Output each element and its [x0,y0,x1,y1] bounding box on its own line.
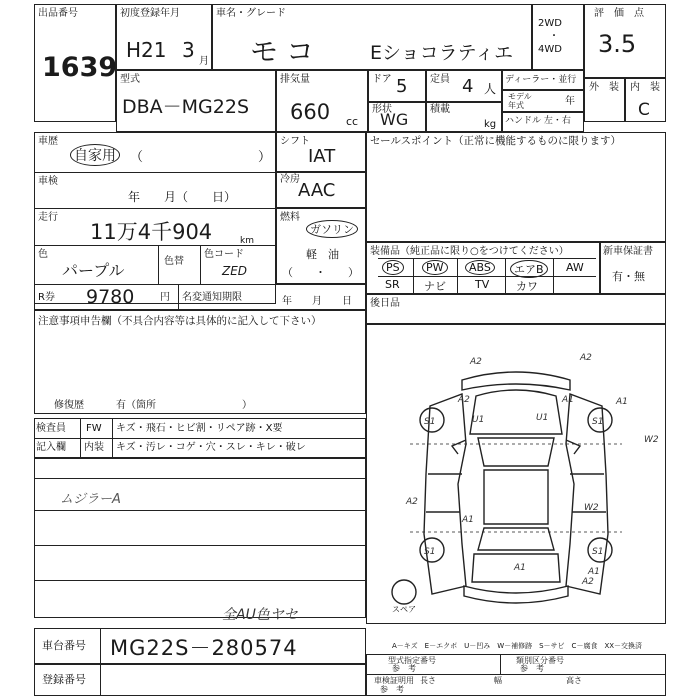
diagram-mark: A1 [588,567,600,577]
sales-point-label: セールスポイント（正常に機能するものに限ります） [370,135,622,147]
interior-check-label: 内装 [84,442,104,453]
lot-number-value: 1639 [42,52,118,83]
door-value: 5 [396,76,408,97]
car-name-label: 車名・グレード [216,8,286,19]
diagram-mark: A1 [616,397,628,407]
capacity-label: 定員 [430,74,450,85]
registration-label: 登録番号 [42,673,86,686]
displacement-unit: cc [346,115,359,128]
handwritten-note-2: 全AU色ヤセ [222,607,298,623]
cooler-label: 冷房 [280,174,300,185]
reg-cert-ref: 参 考 [380,685,404,694]
color-value: パープル [62,261,125,280]
inspector-label: 検査員 [36,423,66,434]
drive-2wd: 2WD [538,18,562,29]
dealer-label: ディーラー・並行 [505,75,577,85]
shift-value: IAT [308,146,336,167]
load-label: 積載 [430,104,450,115]
shape-label: 形状 [372,104,392,115]
handwritten-note-1: ムジラーA [60,492,121,507]
cooler-value: AAC [298,180,336,201]
capacity-value: 4 [462,76,474,97]
displacement-label: 排気量 [280,74,310,85]
mileage-label: 走行 [38,212,58,223]
entry-label: 記入欄 [36,442,66,453]
lot-number-label: 出品番号 [38,8,78,19]
inspection-fields: 年 月（ 日） [128,190,237,204]
sales-point-box [366,132,666,242]
score-value: 3.5 [598,30,637,58]
equip-airbag: エアB [510,260,548,278]
history-paren-open: （ [130,150,144,165]
fuel-value: ガソリン [306,220,358,238]
first-registration-label: 初度登録年月 [120,8,180,19]
first-registration-era: H21 [126,38,167,62]
door-label: ドア [372,74,392,85]
fuel-diesel: 軽 油 [306,248,339,261]
equip-leather: カワ [516,280,538,293]
yen-unit: 円 [160,292,170,303]
color-label: 色 [38,249,48,260]
car-name-value: モコ [250,35,323,68]
recycle-label: R券 [38,292,55,303]
repair-value: 有（箇所 [116,400,156,411]
mileage-unit: km [240,236,254,246]
color-change-label: 色替 [164,256,184,267]
interior-value: C [638,100,650,120]
chassis-value: MG22S－280574 [110,636,298,660]
equip-aw: AW [566,261,584,274]
month-unit: 月 [199,56,209,67]
spare-label: スペア [392,605,416,614]
inspection-label: 車検 [38,176,58,187]
car-grade-value: Eショコラティエ [370,42,514,64]
diagram-mark: S1 [592,417,604,427]
diagram-mark: S1 [424,417,436,427]
score-label: 評 価 点 [594,8,644,19]
equip-ps: PS [382,260,404,275]
fw-text: キズ・飛石・ヒビ割・リペア跡・X要 [116,423,283,434]
interior-check-text: キズ・汚レ・コゲ・穴・スレ・キレ・破レ [116,442,306,453]
model-value: DBA－MG22S [122,96,250,118]
diagram-mark: W2 [644,435,659,445]
history-label: 車歴 [38,136,58,147]
year-unit: 年 [565,96,575,107]
car-diagram [366,324,666,624]
diagram-mark: W2 [584,503,599,513]
repair-close: ） [242,400,252,411]
first-registration-month: 3 [182,38,195,62]
chassis-label: 車台番号 [42,639,86,652]
equip-abs: ABS [465,260,495,275]
color-code-label: 色コード [204,249,244,260]
length-label: 長さ [420,676,436,685]
shape-value: WG [380,110,409,129]
fw-label: FW [86,423,102,434]
mileage-value: 11万4千904 [90,220,213,244]
type-cert-label: 型式指定番号 [388,656,436,665]
diagram-mark: A2 [406,497,418,507]
interior-label: 内 装 [630,82,660,93]
recycle-value: 9780 [86,286,135,308]
capacity-unit: 人 [484,82,497,96]
class-label: 類別区分番号 [516,656,564,665]
diagram-mark: A1 [514,563,526,573]
afterparts-label: 後日品 [370,298,400,309]
color-code-value: ZED [222,264,248,278]
model-label: 型式 [120,74,140,85]
diagram-mark: A1 [462,515,474,525]
fuel-label: 燃料 [280,212,300,223]
displacement-value: 660 [290,100,331,124]
diagram-mark: U1 [536,413,549,423]
warranty-label: 新車保証書 [603,246,653,257]
history-paren-close: ） [258,150,272,165]
diagram-mark: A2 [580,353,592,363]
load-unit: kg [484,119,497,130]
afterparts-box [366,294,666,324]
diagram-mark: S1 [592,547,604,557]
model-year-label: モデル 年式 [508,92,532,110]
equip-pw: PW [422,260,448,275]
shift-label: シフト [280,136,310,147]
damage-legend: A－キズ E－エクボ U－凹み W－補修跡 S－サビ C－腐食 XX－交換済 [392,642,643,650]
equip-sr: SR [385,278,400,291]
transfer-label: 名変通知期限 [182,292,242,303]
free-notes-area [34,458,366,618]
width-label: 幅 [494,676,502,685]
diagram-mark: A2 [458,395,470,405]
height-label: 高さ [566,676,582,685]
diagram-mark: S1 [424,547,436,557]
reg-cert-label: 車検証明用 [374,676,414,685]
equip-navi: ナビ [424,280,446,293]
repair-label: 修復歴 [54,400,84,411]
diagram-mark: U1 [472,415,485,425]
type-cert-ref: 参 考 [392,664,416,673]
equipment-title: 装備品（純正品に限り○をつけてください） [370,246,569,257]
diagram-mark: A1 [562,395,574,405]
history-value: 自家用 [70,144,120,166]
drive-dot: ・ [549,31,559,42]
notice-label: 注意事項申告欄（不具合内容等は具体的に記入して下さい） [38,315,322,327]
diagram-mark: A2 [582,577,594,587]
handle-label: ハンドル 左・右 [505,116,571,126]
warranty-value: 有・無 [612,270,645,283]
equip-tv: TV [475,278,490,291]
diagram-mark: A2 [470,357,482,367]
class-ref: 参 考 [520,664,544,673]
transfer-fields: 年 月 日 [282,296,352,307]
drive-4wd: 4WD [538,44,562,55]
exterior-label: 外 装 [589,82,619,93]
fuel-paren: （ ・ ） [282,266,359,279]
